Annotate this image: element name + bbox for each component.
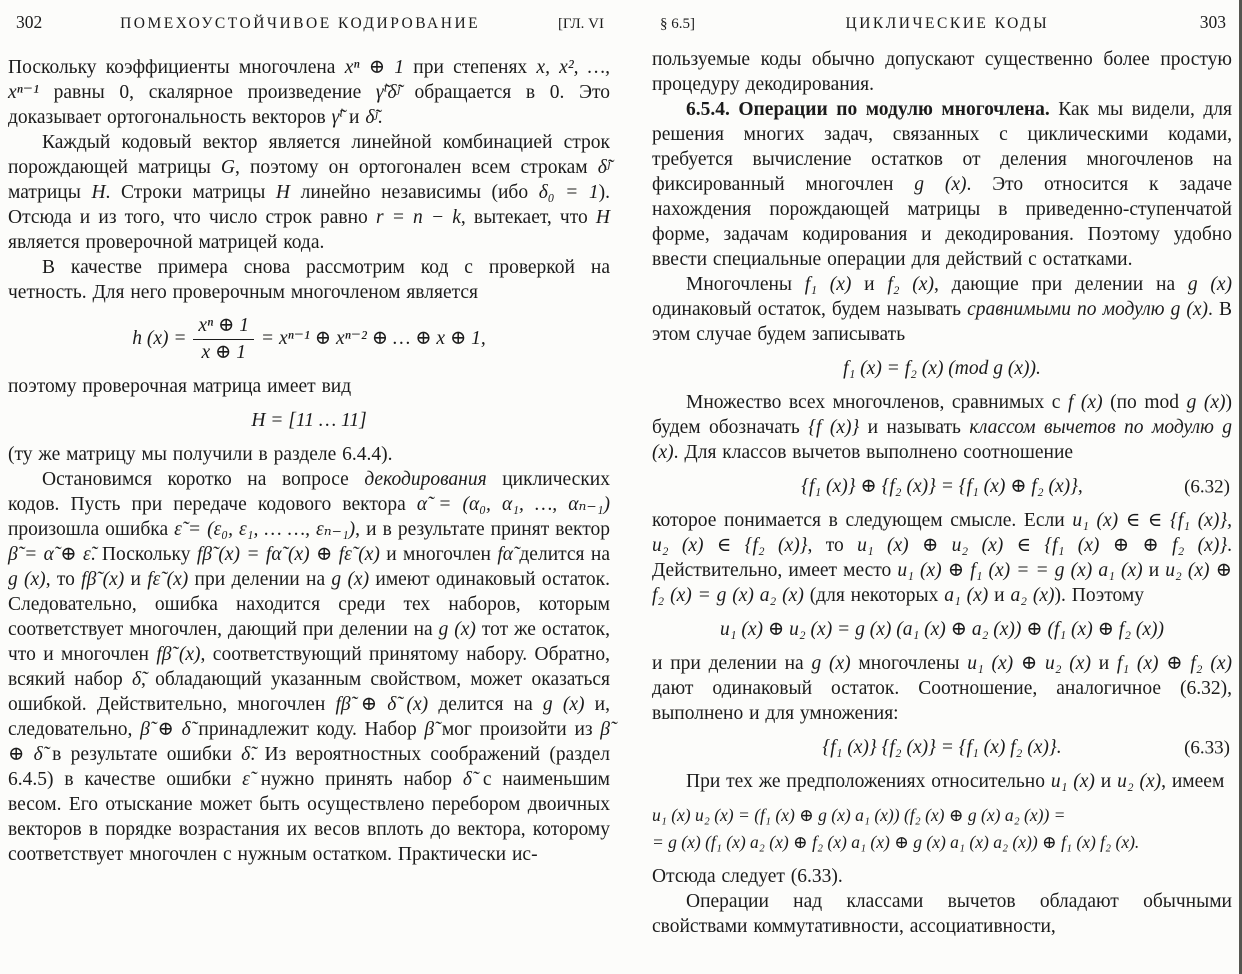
right-page (652, 12, 1232, 939)
running-title-right: ЦИКЛИЧЕСКИЕ КОДЫ (845, 15, 1050, 32)
equation-number-633: (6.33) (1184, 737, 1230, 758)
equation-H-matrix: H = [11 … 11] (251, 410, 367, 431)
paragraph-decoding: Остановимся коротко на вопросе декодирования циклических кодов. Пусть при передаче кодового вектора α̃ = (α₀, α₁, …, αₙ₋₁) произошла ошибка ε̃ = (ε₀, ε₁, … …, εₙ₋₁), и в результате принят вектор β̃ = α̃ ⊕ ε̃. Поскольку fβ̃ (x) = fα̃ (x) ⊕ fε̃ (x) и многочлен fα̃ делится на g (x), то fβ̃ (x) и fε̃ (x) при делении на g (x) имеют одинаковый остаток. Следовательно, ошибка находится среди тех наборов, которым соответствует многочлен, дающий при делении на g (x) тот же остаток, что и многочлен fβ̃ (x), соответствующий принятому набору. Обратно, всякий набор δ̃, обладающий указанным свойством, может оказаться ошибкой. Действительно, многочлен fβ̃ ⊕ δ̃ (x) делится на g (x) и, следовательно, β̃ ⊕ δ̃ принадлежит коду. Набор β̃ мог произойти из β̃ ⊕ δ̃ в результате ошибки δ̃. Из вероятностных соображений (раздел 6.4.5) в качестве ошибки ε̃ нужно принять набор δ̃ с наименьшим весом. Его отыскание может быть осуществлено перебором двоичных векторов в порядке возрастания их весов вплоть до вектора, которому соответствует многочлен с нужным остатком. Практически ис- (8, 469, 611, 865)
paragraph-residue-properties: Операции над классами вычетов обладают обычными свойствами коммутативности, ассоциативности, (652, 891, 1232, 937)
paragraph-code-vector: Каждый кодовый вектор является линейной комбинацией строк порождающей матрицы G, поэтому он ортогонален всем строкам δ̃ʲ матрицы H. Строки матрицы H линейно независимы (ибо δ₀ = 1). Отсюда и из того, что число строк равно r = n − k, вытекает, что H является проверочной матрицей кода. (8, 132, 611, 253)
equation-line-2: = g (x) (f₁ (x) a₂ (x) ⊕ f₂ (x) a₁ (x) ⊕ g (x) a₁ (x) a₂ (x)) ⊕ f₁ (x) f₂ (x). (652, 832, 1140, 852)
paragraph-same-remainder: и при делении на g (x) многочлены u₁ (x) ⊕ u₂ (x) и f₁ (x) ⊕ f₂ (x) дают одинаковый остаток. Соотношение, аналогичное (6.32), выполнено и для умножения: (652, 653, 1232, 724)
equation-prefix: h (x) = (132, 327, 192, 349)
equation-6-33: {f₁ (x)} {f₂ (x)} = {f₁ (x) f₂ (x)}. (6.33) (822, 737, 1230, 758)
equation-suffix: = xⁿ⁻¹ ⊕ xⁿ⁻² ⊕ … ⊕ x ⊕ 1, (256, 327, 486, 349)
chapter-label: [ГЛ. VI (557, 16, 604, 32)
paragraph-meaning: которое понимается в следующем смысле. Если u₁ (x) ∈ ∈ {f₁ (x)}, u₂ (x) ∈ {f₂ (x)}, то u₁ (x) ⊕ u₂ (x) ∈ {f₁ (x) ⊕ ⊕ f₂ (x)}. Действительно, имеет место u₁ (x) ⊕ f₁ (x) = = g (x) a₁ (x) и u₂ (x) ⊕ f₂ (x) = g (x) a₂ (x) (для некоторых a₁ (x) и a₂ (x)). Поэтому (652, 510, 1233, 606)
left-running-head (8, 12, 610, 33)
section-label: § 6.5] (660, 16, 695, 32)
paragraph-residue-class: Множество всех многочленов, сравнимых с f (x) (по mod g (x)) будем обозначать {f (x)} и называть классом вычетов по модулю g (x). Для классов вычетов выполнено соотношение (652, 392, 1233, 463)
paragraph-section-654: 6.5.4. Операции по модулю многочлена. Как мы видели, для решения многих задач, связанных с циклическими кодами, требуется вычисление остатков от деления многочленов на фиксированный многочлен g (x). Это относится к задаче нахождения порождающей матрицы в приведенно-ступенчатой форме, задачам кодирования и декодирования. Поэтому удобно ввести специальные операции для действий с остатками. (652, 99, 1232, 270)
equation-hx-fraction (8, 314, 610, 365)
paragraph-orthogonality: Поскольку коэффициенты многочлена xⁿ ⊕ 1 при степенях x, x², …, xⁿ⁻¹ равны 0, скалярное произведение γ̃ⁱδ̃ʲ обращается в 0. Это доказывает ортогональность векторов γ̃ⁱ и δ̃ʲ. (8, 57, 610, 128)
right-running-head (652, 12, 1232, 33)
equation-number-632: (6.32) (1184, 476, 1230, 497)
running-title-left: ПОМЕХОУСТОЙЧИВОЕ КОДИРОВАНИЕ (120, 15, 481, 32)
paragraph-parity-example: В качестве примера снова рассмотрим код с проверкой на четность. Для него проверочным многочленом является (8, 257, 610, 303)
fraction (193, 314, 254, 365)
paragraph-follows-633: Отсюда следует (6.33). (652, 866, 843, 887)
equation-u1-plus-u2: u₁ (x) ⊕ u₂ (x) = g (x) (a₁ (x) ⊕ a₂ (x)) ⊕ (f₁ (x) ⊕ f₂ (x)) (720, 619, 1164, 640)
fraction-denominator: x ⊕ 1 (201, 342, 246, 363)
paragraph-therefore-matrix: поэтому проверочная матрица имеет вид (8, 376, 352, 397)
paragraph-polynomials-comparable: Многочлены f₁ (x) и f₂ (x), дающие при делении на g (x) одинаковый остаток, будем называть сравнимыми по модулю g (x). В этом случае будем записывать (652, 274, 1233, 345)
fraction-numerator: xⁿ ⊕ 1 (193, 314, 254, 340)
paragraph-same-matrix: (ту же матрицу мы получили в разделе 6.4.4). (8, 444, 393, 465)
page-number-302: 302 (16, 12, 43, 32)
equation-line-1: u₁ (x) u₂ (x) = (f₁ (x) ⊕ g (x) a₁ (x)) (f₂ (x) ⊕ g (x) a₂ (x)) = (652, 805, 1066, 825)
equation-mod: f₁ (x) = f₂ (x) (mod g (x)). (843, 358, 1041, 379)
paragraph-used-codes: пользуемые коды обычно допускают существенно более простую процедуру декодирования. (652, 49, 1232, 95)
paragraph-same-assumptions: При тех же предположениях относительно u₁ (x) и u₂ (x), имеем (686, 771, 1225, 792)
page-number-303: 303 (1199, 12, 1226, 32)
left-page (8, 12, 610, 867)
equation-6-32: {f₁ (x)} ⊕ {f₂ (x)} = {f₁ (x) ⊕ f₂ (x)}, (6.32) (801, 476, 1230, 497)
equation-product-expansion (652, 802, 1232, 856)
